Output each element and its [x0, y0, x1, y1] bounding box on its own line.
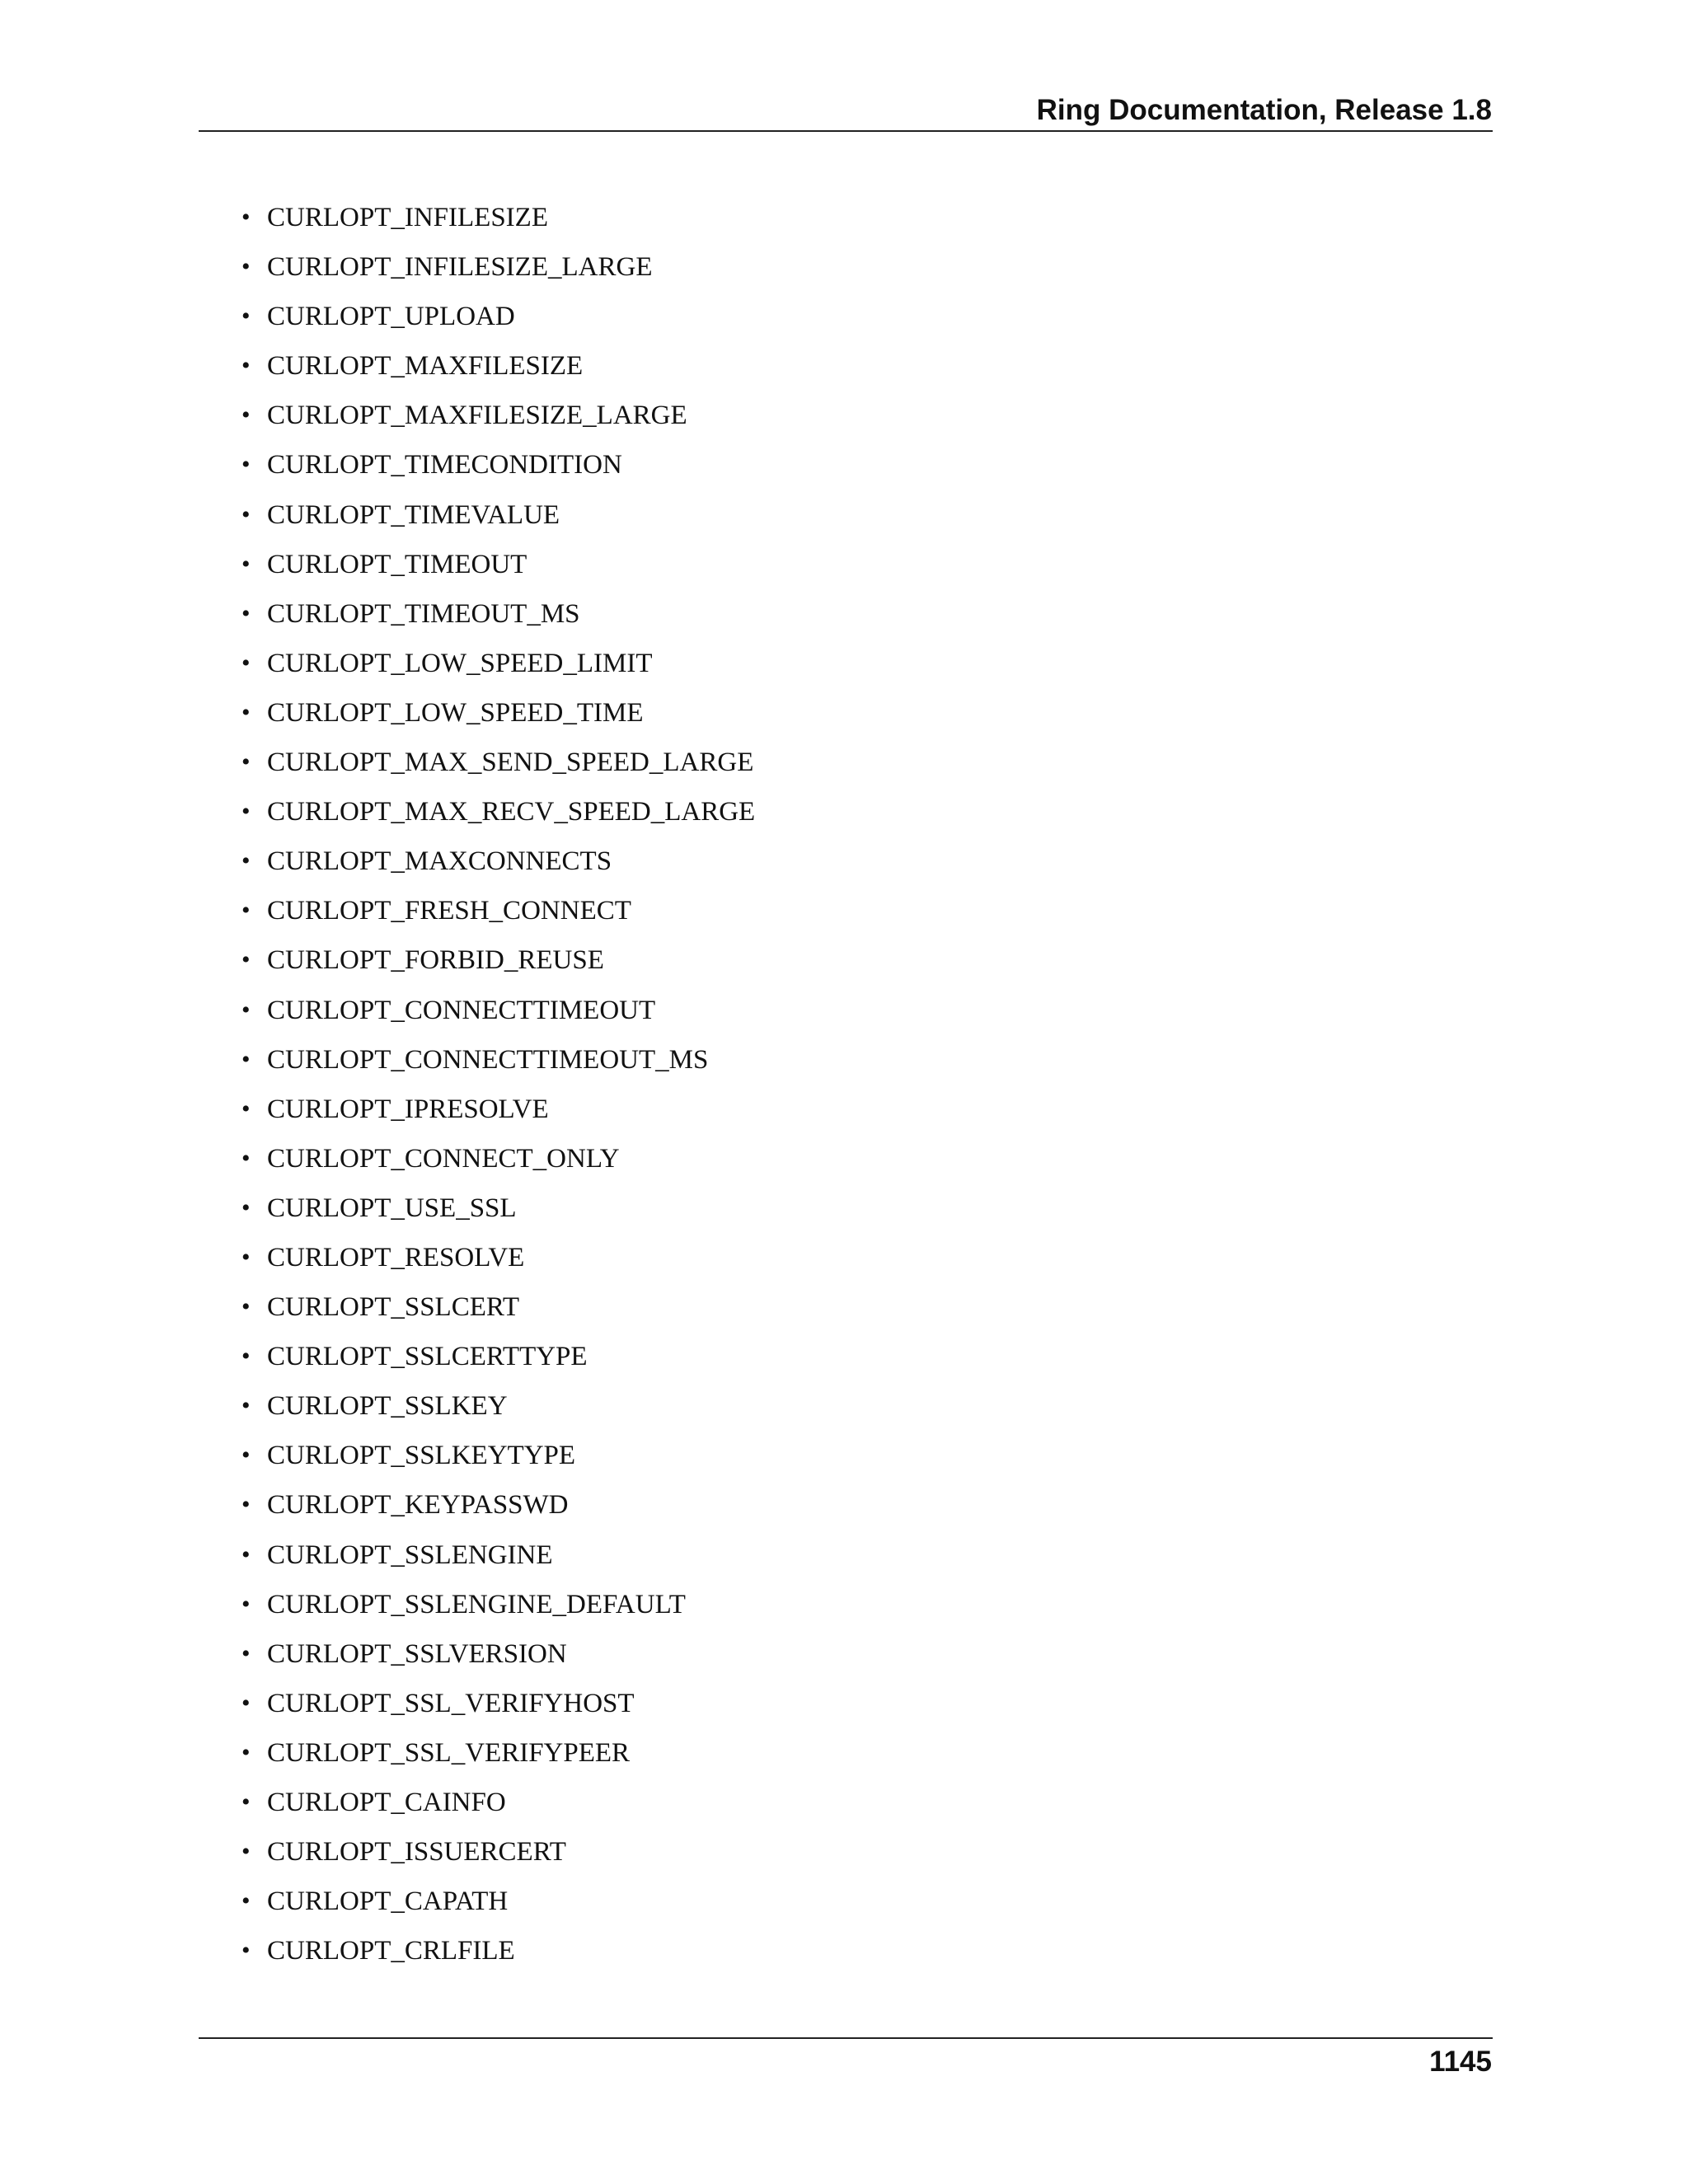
option-name: CURLOPT_MAX_RECV_SPEED_LARGE — [267, 797, 756, 827]
list-item — [0, 937, 755, 987]
bullet-icon: • — [241, 1887, 251, 1915]
option-name: CURLOPT_SSLENGINE — [267, 1540, 553, 1570]
bullet-icon: • — [241, 451, 251, 479]
list-item — [0, 1680, 755, 1730]
bullet-icon: • — [241, 847, 251, 875]
list-item — [0, 194, 755, 244]
list-item — [0, 492, 755, 541]
option-name: CURLOPT_SSLCERT — [267, 1292, 520, 1323]
bullet-icon: • — [241, 352, 251, 380]
list-item — [0, 591, 755, 640]
option-name: CURLOPT_UPLOAD — [267, 302, 515, 332]
bullet-icon: • — [241, 550, 251, 578]
list-item — [0, 343, 755, 392]
bullet-icon: • — [241, 401, 251, 429]
bullet-icon: • — [241, 1441, 251, 1469]
option-name: CURLOPT_SSL_VERIFYHOST — [267, 1688, 635, 1718]
option-name: CURLOPT_SSLVERSION — [267, 1638, 567, 1669]
option-name: CURLOPT_RESOLVE — [267, 1242, 525, 1272]
option-name: CURLOPT_TIMEVALUE — [267, 499, 560, 530]
option-name: CURLOPT_SSLCERTTYPE — [267, 1342, 588, 1372]
option-name: CURLOPT_CRLFILE — [267, 1936, 515, 1966]
option-name: CURLOPT_TIMEOUT — [267, 549, 528, 579]
list-item — [0, 1383, 755, 1432]
list-item — [0, 640, 755, 690]
bullet-icon: • — [241, 1639, 251, 1667]
bullet-icon: • — [241, 1590, 251, 1618]
list-item — [0, 1829, 755, 1878]
list-item — [0, 1730, 755, 1779]
list-item — [0, 1235, 755, 1284]
list-item — [0, 1136, 755, 1185]
bullet-icon: • — [241, 649, 251, 677]
list-item — [0, 1631, 755, 1680]
option-name: CURLOPT_LOW_SPEED_LIMIT — [267, 648, 653, 678]
option-name: CURLOPT_FORBID_REUSE — [267, 945, 604, 976]
bullet-icon: • — [241, 253, 251, 281]
list-item — [0, 1582, 755, 1631]
bullet-icon: • — [241, 798, 251, 826]
bullet-icon: • — [241, 1144, 251, 1172]
list-item — [0, 244, 755, 293]
list-item — [0, 888, 755, 937]
option-name: CURLOPT_FRESH_CONNECT — [267, 896, 631, 926]
option-name: CURLOPT_CONNECTTIMEOUT — [267, 995, 656, 1025]
list-item — [0, 392, 755, 442]
bullet-icon: • — [241, 1540, 251, 1568]
list-item — [0, 541, 755, 591]
option-name: CURLOPT_MAXFILESIZE_LARGE — [267, 401, 687, 431]
bullet-icon: • — [241, 1392, 251, 1420]
option-name: CURLOPT_SSLKEY — [267, 1391, 508, 1422]
list-item — [0, 838, 755, 888]
option-name: CURLOPT_MAX_SEND_SPEED_LARGE — [267, 748, 754, 778]
list-item — [0, 442, 755, 491]
bullet-icon: • — [241, 1838, 251, 1866]
bullet-icon: • — [241, 1243, 251, 1271]
bullet-icon: • — [241, 1293, 251, 1321]
list-item — [0, 1333, 755, 1383]
option-name: CURLOPT_USE_SSL — [267, 1193, 517, 1223]
list-item — [0, 1284, 755, 1333]
bullet-icon: • — [241, 1094, 251, 1122]
bullet-icon: • — [241, 1045, 251, 1073]
list-item — [0, 1037, 755, 1086]
footer-divider — [199, 2037, 1493, 2039]
list-item — [0, 690, 755, 739]
list-item — [0, 739, 755, 789]
option-name: CURLOPT_MAXCONNECTS — [267, 846, 612, 877]
option-name: CURLOPT_IPRESOLVE — [267, 1094, 549, 1124]
bullet-icon: • — [241, 1788, 251, 1816]
bullet-icon: • — [241, 599, 251, 627]
option-name: CURLOPT_CONNECT_ONLY — [267, 1143, 620, 1174]
option-name: CURLOPT_INFILESIZE — [267, 203, 548, 232]
option-name: CURLOPT_MAXFILESIZE — [267, 351, 584, 382]
curl-option-list — [0, 194, 755, 1977]
bullet-icon: • — [241, 996, 251, 1024]
header-divider — [199, 130, 1493, 132]
option-name: CURLOPT_KEYPASSWD — [267, 1490, 569, 1521]
list-item — [0, 789, 755, 838]
list-item — [0, 1482, 755, 1531]
option-name: CURLOPT_CONNECTTIMEOUT_MS — [267, 1044, 709, 1075]
bullet-icon: • — [241, 1343, 251, 1371]
bullet-icon: • — [241, 1689, 251, 1717]
bullet-icon: • — [241, 897, 251, 925]
option-name: CURLOPT_INFILESIZE_LARGE — [267, 252, 653, 283]
bullet-icon: • — [241, 1491, 251, 1519]
option-name: CURLOPT_TIMEOUT_MS — [267, 598, 580, 629]
bullet-icon: • — [241, 1193, 251, 1221]
bullet-icon: • — [241, 946, 251, 974]
option-name: CURLOPT_CAPATH — [267, 1886, 509, 1917]
option-name: CURLOPT_CAINFO — [267, 1788, 506, 1817]
option-name: CURLOPT_SSL_VERIFYPEER — [267, 1737, 631, 1768]
list-item — [0, 1779, 755, 1829]
bullet-icon: • — [241, 748, 251, 776]
list-item — [0, 1928, 755, 1977]
bullet-icon: • — [241, 1937, 251, 1965]
page-header-title: Ring Documentation, Release 1.8 — [1036, 94, 1492, 126]
list-item — [0, 1086, 755, 1136]
bullet-icon: • — [241, 1738, 251, 1766]
list-item — [0, 1432, 755, 1482]
option-name: CURLOPT_TIMECONDITION — [267, 450, 622, 480]
list-item — [0, 1532, 755, 1582]
option-name: CURLOPT_SSLKEYTYPE — [267, 1441, 576, 1471]
list-item — [0, 1878, 755, 1928]
option-name: CURLOPT_SSLENGINE_DEFAULT — [267, 1589, 686, 1619]
list-item — [0, 293, 755, 343]
bullet-icon: • — [241, 698, 251, 726]
list-item — [0, 1185, 755, 1235]
list-item — [0, 987, 755, 1037]
option-name: CURLOPT_ISSUERCERT — [267, 1837, 566, 1868]
page-number: 1145 — [1429, 2046, 1492, 2078]
option-name: CURLOPT_LOW_SPEED_TIME — [267, 697, 644, 728]
bullet-icon: • — [241, 204, 251, 231]
bullet-icon: • — [241, 302, 251, 330]
bullet-icon: • — [241, 500, 251, 528]
